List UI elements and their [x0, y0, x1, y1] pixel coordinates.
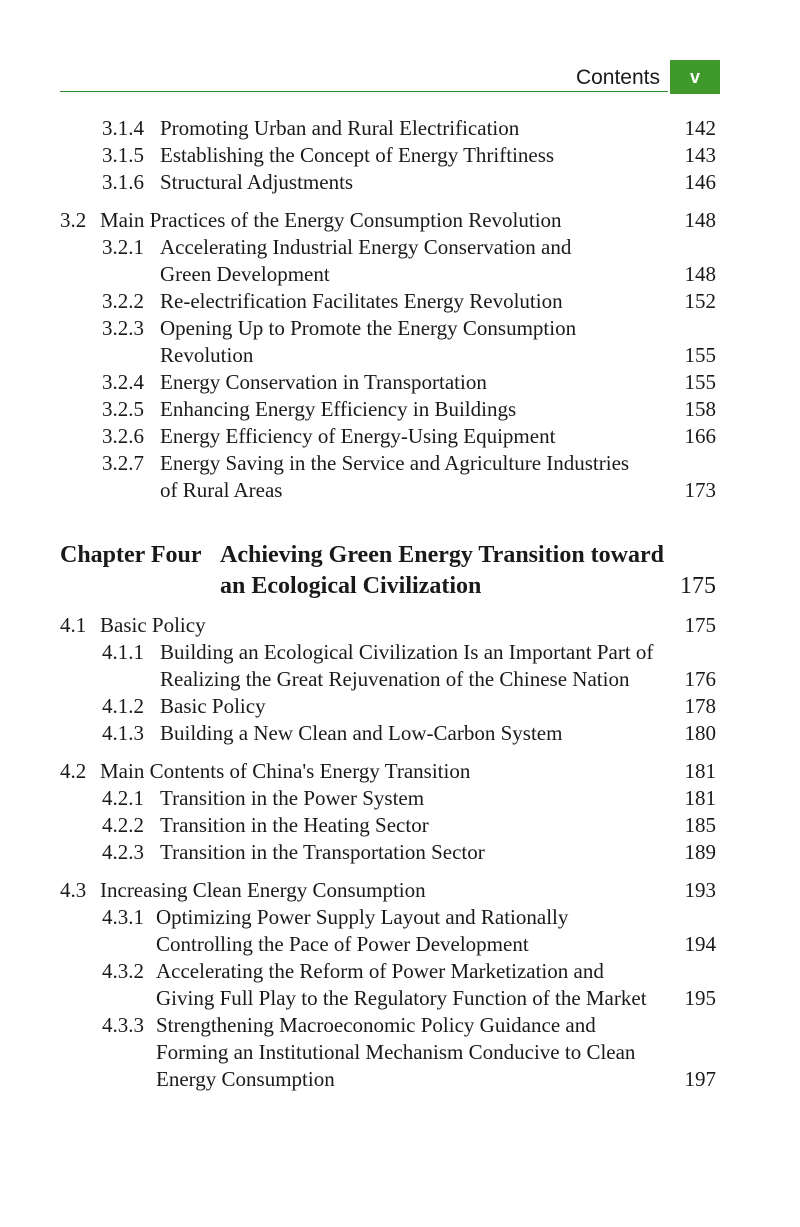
- page-numeral-badge: v: [670, 60, 720, 94]
- toc-num: 3.2.5: [102, 397, 144, 421]
- toc-section-num: 4.2: [60, 759, 87, 783]
- toc-page: 197: [684, 1067, 716, 1091]
- toc-section-title: Main Contents of China's Energy Transition: [100, 759, 471, 783]
- toc-page: 181: [684, 759, 716, 783]
- toc-page: 166: [684, 424, 716, 448]
- toc-title: Accelerating the Reform of Power Marketization and: [156, 959, 604, 983]
- toc-page: 178: [684, 694, 716, 718]
- toc-page: 148: [684, 262, 716, 286]
- toc-title: Transition in the Heating Sector: [160, 813, 429, 837]
- toc-title-cont: Realizing the Great Rejuvenation of the Chinese Nation: [160, 667, 630, 691]
- toc-num: 3.2.3: [102, 316, 144, 340]
- header-label: Contents: [575, 66, 660, 89]
- toc-title: Transition in the Power System: [160, 786, 425, 810]
- toc-num: 4.3.1: [102, 905, 144, 929]
- toc-section-num: 3.2: [60, 208, 87, 232]
- toc-title: Building a New Clean and Low-Carbon System: [160, 721, 563, 745]
- toc-section-num: 4.3: [60, 878, 87, 902]
- toc-title-cont: Forming an Institutional Mechanism Conducive to Clean: [156, 1040, 636, 1064]
- chapter-label: Chapter Four: [60, 542, 202, 568]
- toc-page: 175: [684, 613, 716, 637]
- toc-title: Energy Saving in the Service and Agriculture Industries: [160, 451, 630, 475]
- toc-title: Strengthening Macroeconomic Policy Guidance and: [156, 1013, 596, 1037]
- toc-page: 155: [684, 343, 716, 367]
- toc-title: Structural Adjustments: [160, 170, 354, 194]
- toc-page: 173: [684, 478, 716, 502]
- chapter-title: Achieving Green Energy Transition toward: [220, 542, 664, 568]
- toc-num: 3.1.6: [102, 170, 144, 194]
- toc-title: Enhancing Energy Efficiency in Buildings: [160, 397, 517, 421]
- toc-title: Transition in the Transportation Sector: [160, 840, 485, 864]
- toc-num: 4.2.1: [102, 786, 144, 810]
- toc-page: 176: [684, 667, 716, 691]
- toc-num: 3.2.2: [102, 289, 144, 313]
- toc-num: 3.2.4: [102, 370, 144, 394]
- toc-num: 4.2.3: [102, 840, 144, 864]
- toc-page: 181: [684, 786, 716, 810]
- toc-num: 4.2.2: [102, 813, 144, 837]
- toc-title: Optimizing Power Supply Layout and Rationally: [156, 905, 569, 929]
- toc-title: Accelerating Industrial Energy Conservation and: [160, 235, 572, 259]
- toc-page: 194: [684, 932, 716, 956]
- toc-section-title: Increasing Clean Energy Consumption: [100, 878, 426, 902]
- toc-num: 4.1.3: [102, 721, 144, 745]
- toc-num: 3.1.5: [102, 143, 144, 167]
- toc-num: 4.1.1: [102, 640, 144, 664]
- toc-num: 3.2.6: [102, 424, 144, 448]
- toc-title: Promoting Urban and Rural Electrification: [160, 116, 520, 140]
- toc-title: Basic Policy: [160, 694, 266, 718]
- toc-page: 180: [684, 721, 716, 745]
- toc-section-num: 4.1: [60, 613, 87, 637]
- toc-page: 148: [684, 208, 716, 232]
- toc-title: Opening Up to Promote the Energy Consumption: [160, 316, 577, 340]
- toc-page: 146: [684, 170, 716, 194]
- toc-page: 143: [684, 143, 716, 167]
- toc-title-cont: Giving Full Play to the Regulatory Function of the Market: [156, 986, 647, 1010]
- toc-title-cont: Energy Consumption: [156, 1067, 335, 1091]
- toc-section-title: Main Practices of the Energy Consumption Revolution: [100, 208, 562, 232]
- toc-title-cont: Revolution: [160, 343, 254, 367]
- toc-num: 4.1.2: [102, 694, 144, 718]
- toc-title: Re-electrification Facilitates Energy Revolution: [160, 289, 563, 313]
- toc-title: Energy Conservation in Transportation: [160, 370, 487, 394]
- toc-page: 185: [684, 813, 716, 837]
- toc-title-cont: Green Development: [160, 262, 330, 286]
- toc-page: 155: [684, 370, 716, 394]
- toc-title: Establishing the Concept of Energy Thriftiness: [160, 143, 555, 167]
- toc-num: 3.2.1: [102, 235, 144, 259]
- toc-page: 195: [684, 986, 716, 1010]
- toc-num: 3.1.4: [102, 116, 144, 140]
- toc-section-title: Basic Policy: [100, 613, 206, 637]
- toc-title: Energy Efficiency of Energy-Using Equipment: [160, 424, 556, 448]
- toc-num: 3.2.7: [102, 451, 144, 475]
- toc-title-cont: Controlling the Pace of Power Development: [156, 932, 529, 956]
- toc-page: 193: [684, 878, 716, 902]
- chapter-page: 175: [680, 573, 716, 599]
- toc-num: 4.3.2: [102, 959, 144, 983]
- toc-title: Building an Ecological Civilization Is an Important Part of: [160, 640, 654, 664]
- chapter-title-cont: an Ecological Civilization: [220, 573, 482, 599]
- toc-page: 158: [684, 397, 716, 421]
- toc-num: 4.3.3: [102, 1013, 144, 1037]
- toc-title-cont: of Rural Areas: [160, 478, 283, 502]
- toc-page: 152: [684, 289, 716, 313]
- toc-page: 142: [684, 116, 716, 140]
- toc-page: 189: [684, 840, 716, 864]
